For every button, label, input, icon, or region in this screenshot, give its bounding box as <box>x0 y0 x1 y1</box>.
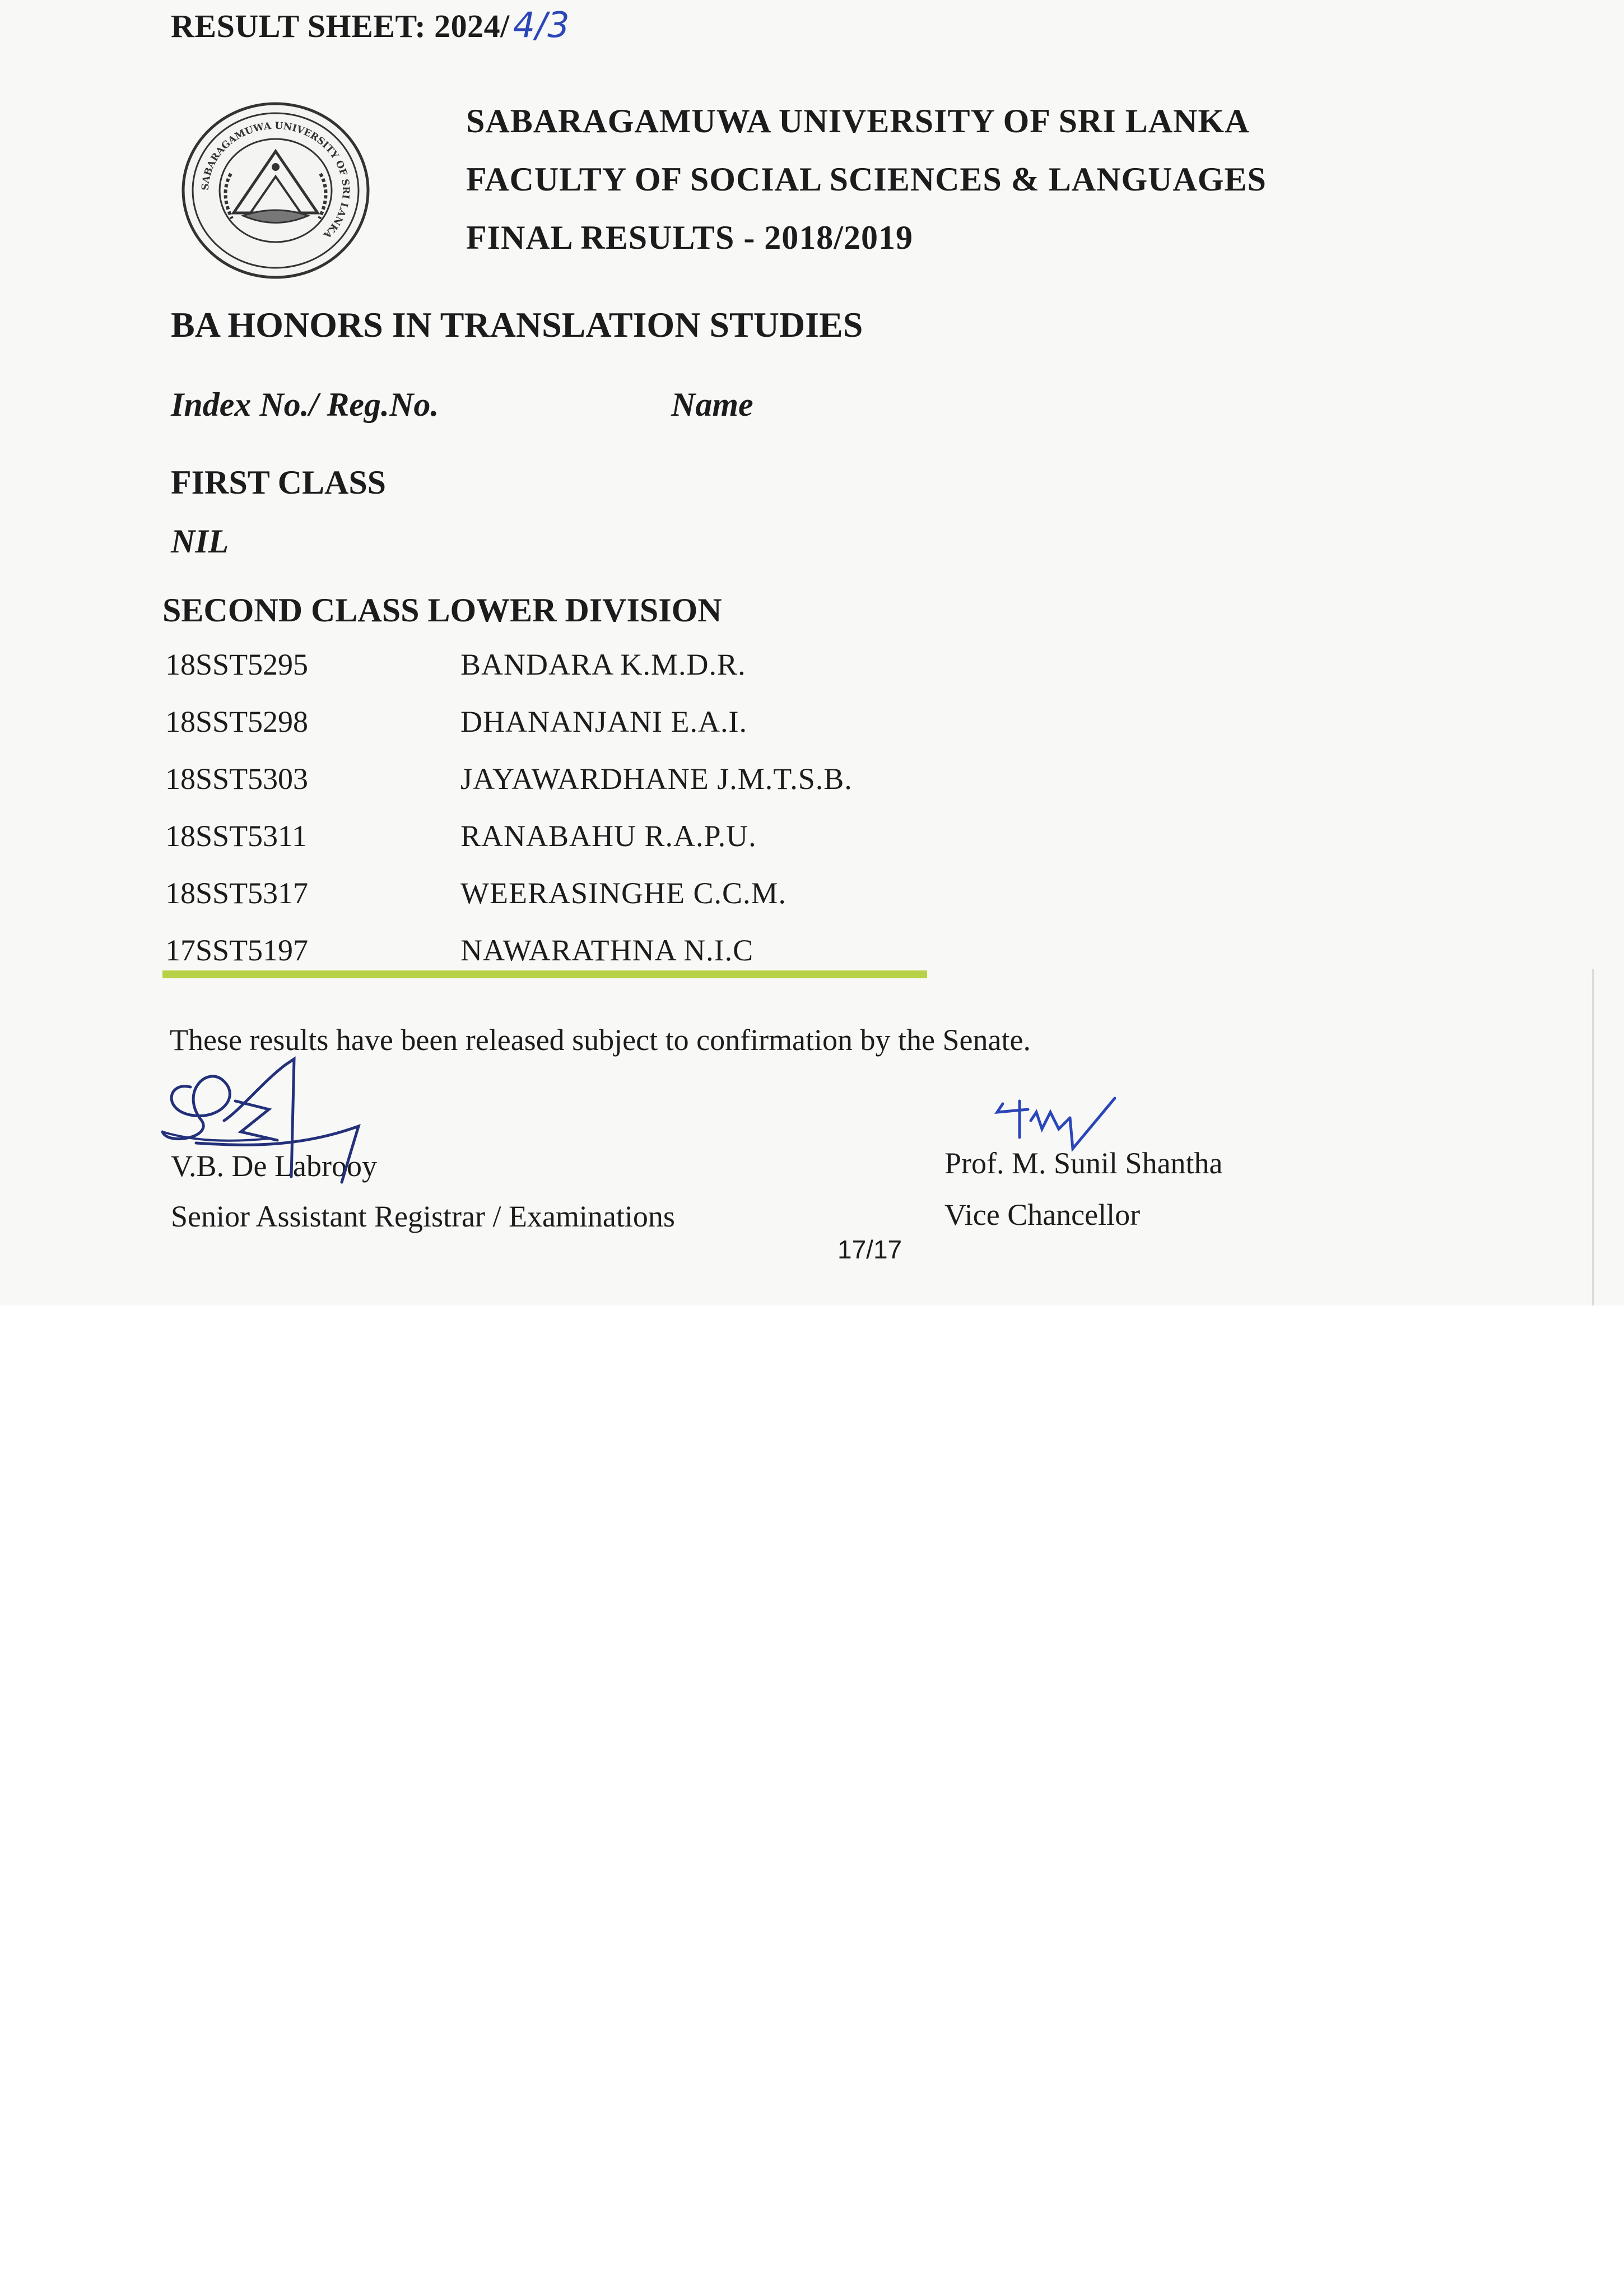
row-name: JAYAWARDHANE J.M.T.S.B. <box>460 762 853 796</box>
row-index: 18SST5311 <box>165 819 308 853</box>
row-index: 17SST5197 <box>165 933 309 967</box>
faculty-name: FACULTY OF SOCIAL SCIENCES & LANGUAGES <box>466 161 1267 198</box>
first-class-heading: FIRST CLASS <box>171 464 387 501</box>
result-sheet-prefix: RESULT SHEET: 2024/ <box>171 8 510 44</box>
first-class-value: NIL <box>171 523 229 560</box>
row-index: 18SST5295 <box>165 648 309 681</box>
row-name: RANABAHU R.A.P.U. <box>460 819 757 853</box>
senate-note: These results have been released subject to confirmation by the Senate. <box>170 1023 1031 1057</box>
row-index: 18SST5317 <box>165 876 309 910</box>
highlight-underline <box>162 970 927 978</box>
university-name: SABARAGAMUWA UNIVERSITY OF SRI LANKA <box>466 103 1250 140</box>
seal-text: SABARAGAMUWA UNIVERSITY OF SRI LANKA <box>199 120 352 240</box>
page-number: 17/17 <box>837 1235 902 1264</box>
vice-chancellor-name: Prof. M. Sunil Shantha <box>944 1146 1223 1180</box>
row-index: 18SST5303 <box>165 762 309 796</box>
results-title: FINAL RESULTS - 2018/2019 <box>466 219 913 256</box>
row-name: BANDARA K.M.D.R. <box>460 648 746 681</box>
vice-chancellor-title: Vice Chancellor <box>944 1198 1141 1232</box>
university-seal-icon <box>180 101 371 280</box>
programme-title: BA HONORS IN TRANSLATION STUDIES <box>171 305 863 345</box>
scan-edge <box>1592 969 1594 1306</box>
registrar-signature-icon <box>157 1048 381 1216</box>
name-column-header: Name <box>671 386 753 423</box>
row-name: DHANANJANI E.A.I. <box>460 705 747 738</box>
row-name: WEERASINGHE C.C.M. <box>460 876 787 910</box>
result-sheet-number: 4/3 <box>513 4 570 45</box>
registrar-title: Senior Assistant Registrar / Examinations <box>171 1200 675 1233</box>
result-sheet-title <box>171 4 570 45</box>
registrar-name: V.B. De Labrooy <box>171 1149 377 1183</box>
row-name: NAWARATHNA N.I.C <box>460 933 754 967</box>
vice-chancellor-signature-icon <box>986 1087 1143 1160</box>
row-index: 18SST5298 <box>165 705 309 738</box>
index-column-header: Index No./ Reg.No. <box>171 386 439 423</box>
second-class-lower-heading: SECOND CLASS LOWER DIVISION <box>162 592 722 629</box>
